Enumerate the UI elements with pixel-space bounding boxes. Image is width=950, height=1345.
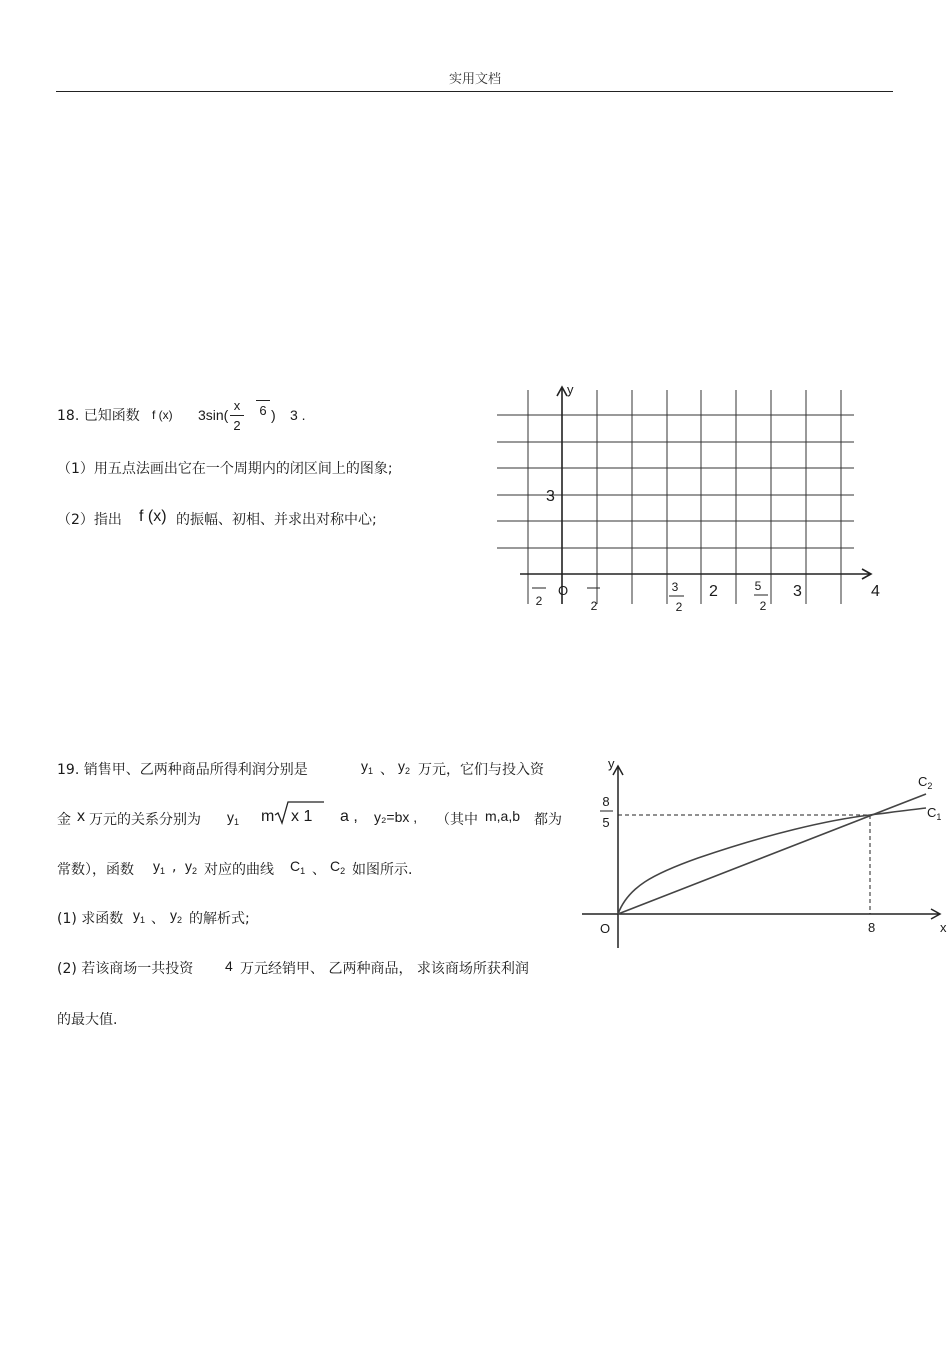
q18-x-end-label: 4 [871,583,880,600]
q18-frac-pi-6 [256,398,270,418]
q19-line4-y1: $y_1$ [133,907,146,925]
q19-line2-b: 万元的关系分别为 [89,812,201,828]
q19-line3-sep: 、 [312,862,326,878]
q19-curve-c1 [618,808,926,914]
q19-line4-sep: 、 [151,911,165,927]
q18-origin: O [558,583,569,598]
q18-x-tick-den: 2 [759,599,767,613]
q19-line4-b: 的解析式; [189,911,250,927]
q19-y-frac-8-5 [600,794,613,830]
q19-line2-c: （其中 [436,812,478,828]
q19-line1-y1: $y_1$ [361,758,374,776]
q18-x-tick-den: 2 [675,600,683,614]
q19-line2-m: m [261,808,275,825]
q18-x-tick-num: 3 [671,580,679,594]
q18-sin: 3sin( [198,407,229,423]
q19-line4-y2: $y_2$ [170,907,183,925]
q19-line3-a: 常数），函数 [57,862,134,878]
q19-y-frac-den: 5 [602,815,610,830]
q19-label-c1: $C_1$ [927,805,942,822]
q18-frac1-num: x [233,398,241,413]
q19-line5-b: 万元经销甲、 乙两种商品， 求该商场所获利润 [240,961,529,977]
q19-line2-x: x [77,808,85,825]
q19-origin: O [600,921,611,936]
q19-line2-a: 金 [57,812,71,828]
q18-grid-graph [490,378,890,618]
q18-close-paren: ) [271,407,276,423]
q18-frac2-line [256,400,270,401]
q18-x-tick-2pi: 2 [709,583,718,600]
q18-number: 18. 已知函数 [57,408,140,424]
q19-line2-y2: y₂=bx , [374,809,418,825]
q19-line2-params: m,a,b [485,808,521,824]
q18-part1: （1）用五点法画出它在一个周期内的闭区间上的图象; [57,461,393,477]
q19-line5-a: (2) 若该商场一共投资 [57,961,194,977]
q18-x-tick-num: 5 [754,579,762,593]
q19-line3-c1: $C_1$ [290,858,306,876]
q18-frac2-den: 6 [259,403,267,418]
q19-curve-c2 [618,794,926,914]
q19-x-label: x [940,920,947,935]
q19-line5-n: 4 [225,958,233,974]
q19-label-c2: $C_2$ [918,774,933,791]
q19-curve-graph [578,752,950,952]
q19-line2-a-const: a , [340,808,358,825]
q19-line3-comma: , [172,859,177,875]
q18-x-tick-den: 2 [535,594,543,608]
q18-part2-a: （2）指出 [57,512,122,528]
q18-y-label: y [567,382,574,397]
q19-y-frac-num: 8 [602,794,610,809]
q18-x-tick-neg-pi-2 [532,588,546,608]
page-header: 实用文档 [448,72,501,87]
q19-y-label: y [608,756,615,771]
q18-x-tick-den: 2 [590,599,598,613]
q18-part2-fx: f (x) [139,508,167,525]
q19-line1-sep: 、 [380,762,394,778]
q19-x-tick-8: 8 [868,920,876,935]
q19-line2-radicand: x 1 [291,808,313,825]
q19-axes [582,766,940,948]
header-rule [56,91,893,92]
q18-frac1-den: 2 [233,418,241,433]
q18-x-tick-3pi-2 [669,580,684,614]
q19-line3-c2: $C_2$ [330,858,346,876]
q18-x-tick-3pi: 3 [793,583,802,600]
q18-x-tick-5pi-2 [754,579,768,613]
q19-line1-b: 万元，它们与投入资 [418,762,544,778]
q19-line2-y1: $y_1$ [227,809,240,827]
q18-frac1-line [230,415,244,416]
q18-part2-b: 的振幅、初相、并求出对称中心; [176,512,377,528]
q18-fx: f (x) [152,408,173,422]
q18-x-tick-pi-2 [587,588,600,613]
q19-line3-y1: $y_1$ [153,858,166,876]
q19-line6: 的最大值. [57,1012,118,1028]
q19-line2-d: 都为 [534,812,562,828]
q19-line3-c: 如图所示. [352,862,413,878]
q19-line4-a: (1) 求函数 [57,911,124,927]
q19-line1-y2: $y_2$ [398,758,411,776]
q18-y-tick-3: 3 [546,488,555,505]
q18-frac-x-2 [230,398,244,433]
q19-line1-a: 19. 销售甲、乙两种商品所得利润分别是 [57,762,308,778]
q18-tail: 3 . [290,407,306,423]
q19-line3-y2: $y_2$ [185,858,198,876]
q19-line3-b: 对应的曲线 [204,862,274,878]
